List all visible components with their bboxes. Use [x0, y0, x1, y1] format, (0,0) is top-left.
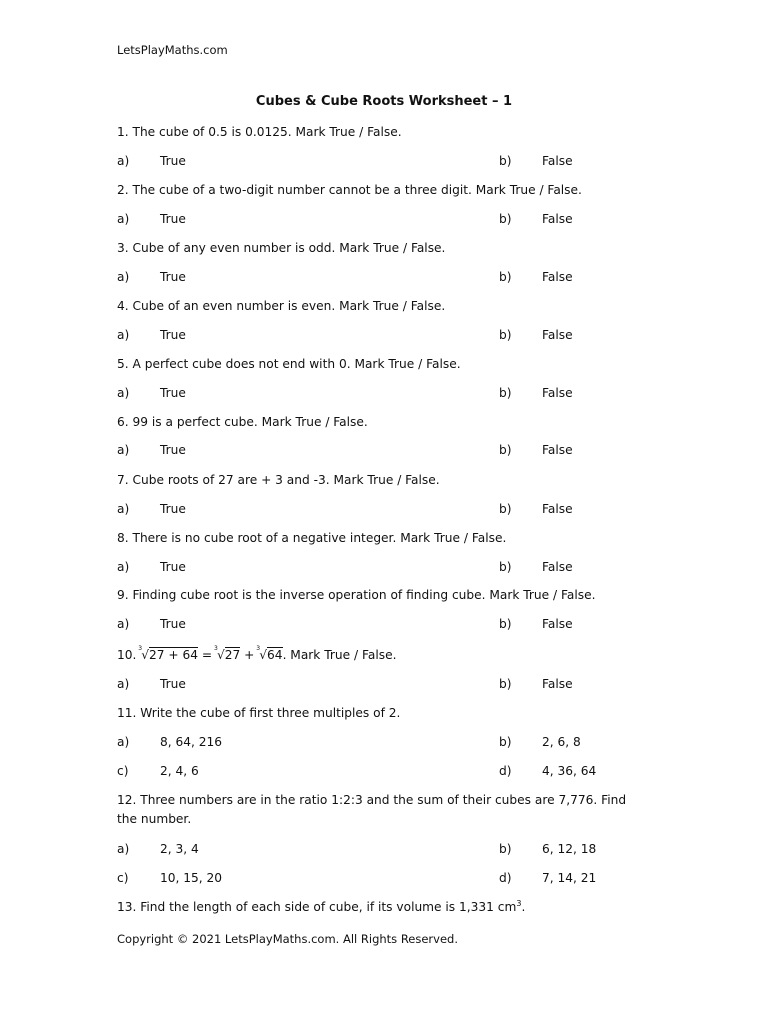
option-b: b) False [499, 154, 573, 168]
question-5: 5. A perfect cube does not end with 0. Mark True / False. [117, 357, 461, 371]
option-b: b) False [499, 617, 573, 631]
option-a: a) True [117, 270, 186, 284]
cube-root-expression: 3 √27 + 64 [138, 645, 199, 662]
option-a: a) True [117, 212, 186, 226]
option-b: b) 2, 6, 8 [499, 735, 581, 749]
cube-root-expression: 3 √64 [256, 645, 283, 662]
site-header: LetsPlayMaths.com [117, 43, 228, 57]
option-b: b) 6, 12, 18 [499, 842, 597, 856]
option-a: a) True [117, 386, 186, 400]
option-d: d) 4, 36, 64 [499, 764, 597, 778]
option-c: c) 2, 4, 6 [117, 764, 199, 778]
question-2: 2. The cube of a two-digit number cannot be a three digit. Mark True / False. [117, 183, 582, 197]
option-b: b) False [499, 560, 573, 574]
option-c: c) 10, 15, 20 [117, 871, 223, 885]
option-b: b) False [499, 443, 573, 457]
option-b: b) False [499, 502, 573, 516]
option-a: a) True [117, 328, 186, 342]
question-1: 1. The cube of 0.5 is 0.0125. Mark True / False. [117, 125, 402, 139]
option-b: b) False [499, 677, 573, 691]
cube-root-expression: 3 √27 [214, 645, 241, 662]
option-a: a) True [117, 443, 186, 457]
option-b: b) False [499, 212, 573, 226]
question-9: 9. Finding cube root is the inverse operation of finding cube. Mark True / False. [117, 588, 596, 602]
option-a: a) True [117, 560, 186, 574]
question-7: 7. Cube roots of 27 are + 3 and -3. Mark True / False. [117, 473, 440, 487]
option-b: b) False [499, 328, 573, 342]
copyright-footer: Copyright © 2021 LetsPlayMaths.com. All Rights Reserved. [117, 932, 458, 946]
option-a: a) True [117, 617, 186, 631]
option-b: b) False [499, 270, 573, 284]
question-11: 11. Write the cube of first three multiples of 2. [117, 706, 401, 720]
question-6: 6. 99 is a perfect cube. Mark True / False. [117, 415, 368, 429]
option-d: d) 7, 14, 21 [499, 871, 597, 885]
option-b: b) False [499, 386, 573, 400]
option-a: a) True [117, 677, 186, 691]
question-12: 12. Three numbers are in the ratio 1:2:3 and the sum of their cubes are 7,776. Find the number. [117, 793, 627, 826]
option-a: a) True [117, 502, 186, 516]
question-13: 13. Find the length of each side of cube, if its volume is 1,331 $cm^3$. [117, 898, 526, 914]
option-a: a) 8, 64, 216 [117, 735, 223, 749]
question-4: 4. Cube of an even number is even. Mark True / False. [117, 299, 446, 313]
worksheet-title: Cubes & Cube Roots Worksheet – 1 [255, 94, 513, 109]
option-a: a) 2, 3, 4 [117, 842, 199, 856]
option-a: a) True [117, 154, 186, 168]
question-3: 3. Cube of any even number is odd. Mark True / False. [117, 241, 446, 255]
question-8: 8. There is no cube root of a negative integer. Mark True / False. [117, 531, 507, 545]
question-10: 10. 3 √27 + 64 = 3 √27 + 3 √64. Mark True / False. [117, 645, 397, 662]
